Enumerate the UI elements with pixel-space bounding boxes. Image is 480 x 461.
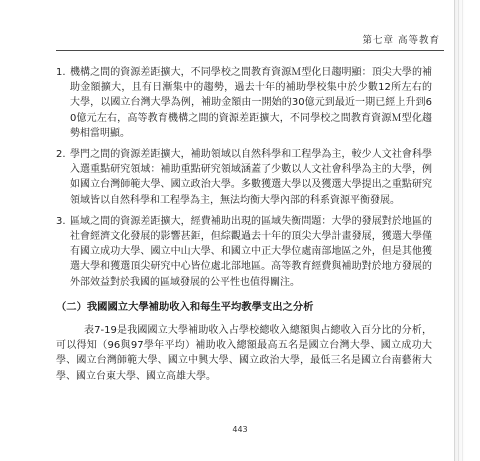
body-paragraph: 表7-19是我國國立大學補助收入占學校總收入總額與占總收入百分比的分析，可以得知（96與97學年平均）補助收入總額最高五名是國立台灣大學、國立成功大學、國立台灣師範大學、國立中興大學、國立政治大學，最低三名是國立台南藝術大學、國立台東大學、國立高雄大學。 <box>56 325 432 382</box>
header-rule <box>56 50 444 51</box>
page-edge-shadow <box>454 0 480 461</box>
list-item-text: 機構之間的資源差距擴大，不同學校之間教育資源Ｍ型化日趨明顯：頂尖大學的補助金額擴大，且有日漸集中的趨勢，過去十年的補助學校集中於少數12所左右的大學，以國立台灣大學為例，補助金額由一開始的30億元到最近一期已經上升到60億元左右，高等教育機構之間的資源差距擴大，不同學校之間教育資源Ｍ型化趨勢相當明顯。 <box>70 67 432 139</box>
list-item-text: 區域之間的資源差距擴大，經費補助出現的區域失衡問題：大學的發展對於地區的社會經濟文化發展的影響甚鉅，但綜觀過去十年的頂尖大學計畫發展，獲選大學僅有國立成功大學、國立中山大學、和國立中正大學位處南部地區之外，但是其他獲選大學和獲選頂尖研究中心皆位處北部地區。高等教育經費與補助對於地方發展的外部效益對於我國的區域發展的公平性也值得關注。 <box>70 215 432 288</box>
list-item-number: 2. <box>56 149 66 161</box>
list-item-number: 3. <box>56 215 66 227</box>
section-heading: （二）我國國立大學補助收入和每生平均教學支出之分析 <box>56 300 314 313</box>
list-item-number: 1. <box>56 67 66 78</box>
chapter-header: 第七章 高等教育 <box>362 35 440 46</box>
page-body <box>56 65 432 384</box>
list-item-text: 學門之間的資源差距擴大，補助領域以自然科學和工程學為主，較少人文社會科學入選重點研究領域：補助重點研究領域涵蓋了少數以人文社會科學為主的大學，例如國立台灣師範大學、國立政治大學。多數獲選大學以及獲選大學提出之重點研究領域皆以自然科學和工程學為主，無法均衡大學內部的科系資源平衡發展。 <box>70 149 432 206</box>
list-item <box>56 147 432 208</box>
list-item <box>56 65 432 141</box>
page-number: 443 <box>232 425 248 434</box>
list-item <box>56 214 432 290</box>
